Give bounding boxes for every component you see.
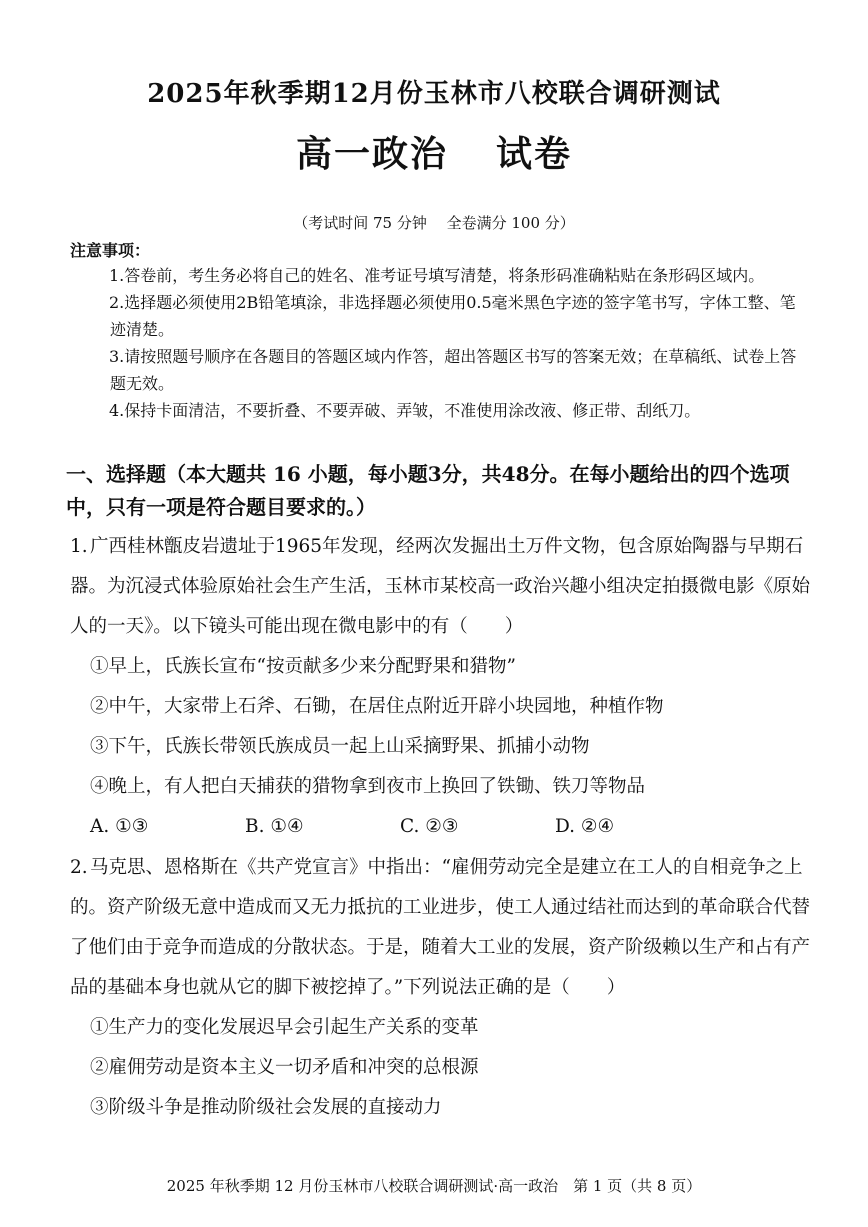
section-heading: 一、选择题（本大题共 16 小题，每小题3分，共48分。在每小题给出的四个选项中，只有一项是符合题目要求的。） bbox=[66, 462, 790, 519]
notice-item: 4.保持卡面清洁，不要折叠、不要弄破、弄皱，不准使用涂改液、修正带、刮纸刀。 bbox=[109, 401, 701, 420]
statement-option: ④晚上，有人把白天捕获的猎物拿到夜市上换回了铁锄、铁刀等物品 bbox=[90, 776, 646, 797]
exam-info: （考试时间 75 分钟 全卷满分 100 分） bbox=[293, 214, 575, 232]
question-1 bbox=[70, 527, 810, 847]
question-stem bbox=[70, 848, 810, 1008]
choice-a: A. ①③ bbox=[90, 816, 149, 837]
question-2 bbox=[70, 848, 810, 1128]
notice-item: 3.请按照题号顺序在各题目的答题区域内作答，超出答题区书写的答案无效；在草稿纸、试卷上答题无效。 bbox=[109, 347, 797, 393]
statement-option: ③下午，氏族长带领氏族成员一起上山采摘野果、抓捕小动物 bbox=[90, 736, 590, 757]
notice-heading: 注意事项： bbox=[70, 241, 151, 260]
statement-option: ③阶级斗争是推动阶级社会发展的直接动力 bbox=[90, 1097, 442, 1118]
choice-b: B. ①④ bbox=[245, 816, 304, 837]
question-stem bbox=[70, 527, 810, 647]
notice-item: 1.答卷前，考生务必将自己的姓名、准考证号填写清楚，将条形码准确粘贴在条形码区域内。 bbox=[109, 266, 765, 285]
subject-label: 高一政治 bbox=[295, 133, 448, 175]
question-number: 2. bbox=[70, 857, 88, 878]
question-text: 马克思、恩格斯在《共产党宣言》中指出：“雇佣劳动完全是建立在工人的自相竞争之上的。资产阶级无意中造成而又无力抵抗的工业进步，使工人通过结社而达到的革命联合代替了他们由于竞争而造成的分散状态。于是，随着大工业的发展，资产阶级赖以生产和占有产品的基础本身也就从它的脚下被挖掉了。”下列说法正确的是（ ） bbox=[70, 857, 811, 998]
answer-choices bbox=[70, 807, 810, 847]
question-text: 广西桂林甑皮岩遗址于1965年发现，经两次发掘出土万件文物，包含原始陶器与早期石器。为沉浸式体验原始社会生产生活，玉林市某校高一政治兴趣小组决定拍摄微电影《原始人的一天》。以下镜头可能出现在微电影中的有（ ） bbox=[70, 536, 811, 637]
page-footer: 2025 年秋季期 12 月份玉林市八校联合调研测试·高一政治 第 1 页（共 8 页） bbox=[166, 1177, 702, 1195]
notice-item: 2.选择题必须使用2B铅笔填涂，非选择题必须使用0.5毫米黑色字迹的签字笔书写，字体工整、笔迹清楚。 bbox=[109, 293, 796, 339]
statement-option: ①生产力的变化发展迟早会引起生产关系的变革 bbox=[90, 1017, 479, 1038]
statement-option: ②中午，大家带上石斧、石锄，在居住点附近开辟小块园地，种植作物 bbox=[90, 696, 664, 717]
notice-list bbox=[110, 262, 810, 424]
choice-c: C. ②③ bbox=[400, 816, 459, 837]
paper-label: 试卷 bbox=[496, 133, 573, 175]
statement-option: ②雇佣劳动是资本主义一切矛盾和冲突的总根源 bbox=[90, 1057, 479, 1078]
statement-option: ①早上，氏族长宣布“按贡献多少来分配野果和猎物” bbox=[90, 656, 516, 677]
exam-title: 2025年秋季期12月份玉林市八校联合调研测试 bbox=[147, 79, 721, 109]
choice-d: D. ②④ bbox=[555, 816, 615, 837]
subject-title bbox=[0, 126, 868, 177]
question-number: 1. bbox=[70, 536, 88, 557]
